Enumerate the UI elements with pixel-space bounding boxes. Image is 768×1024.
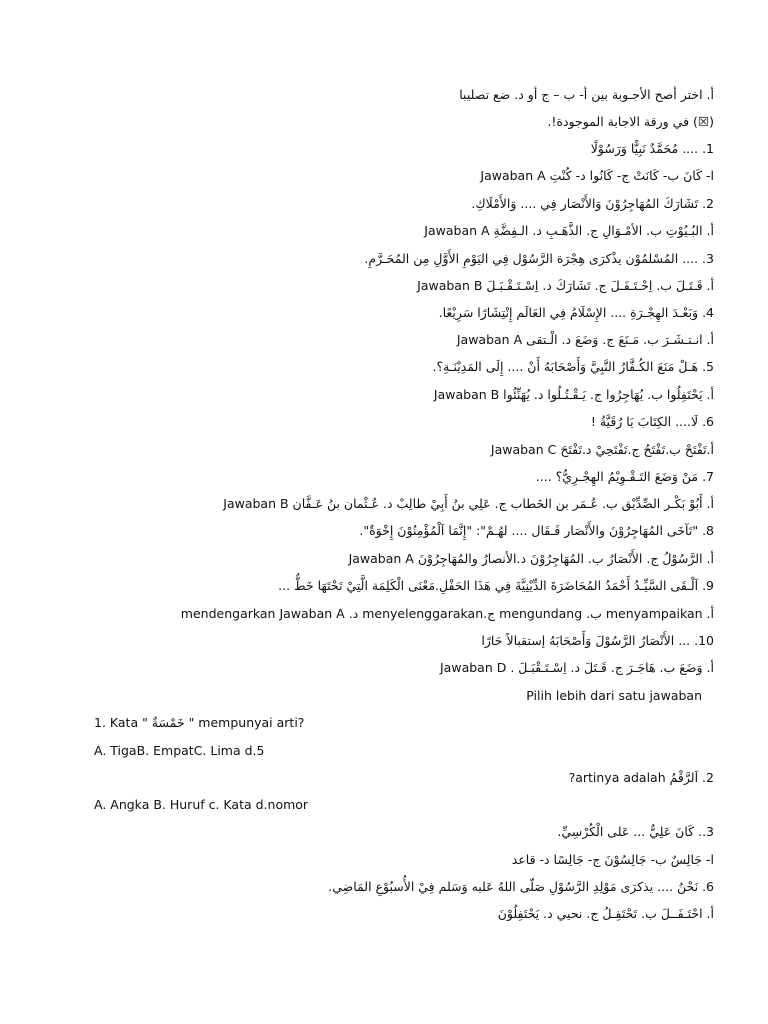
question-9: 9. اَلْـقَى السَّيِّـدُ أَحْمَدُ المُحَاضَرَةَ الدِّيْنِيَّةَ فِي هَذَا الحَفْلِ.مَعْنَى الْكَلِمَة الَّتِيْ تَحْتَهَا خَطٌّ ... <box>278 578 714 593</box>
answer-2: أ. البُـيُوْتِ ب. الأمْـوَالِ ج. الذَّهَـبِ د. الـفِضَّةِ Jawaban A <box>424 223 714 238</box>
multi-options-3: ا- جَالِسٌ ب- جَالِسُوْنَ ج- جَالِسًا د- قاعد <box>511 852 714 867</box>
question-5: 5. هَـلْ مَنَعَ الكُـفَّارُ النَّبِيَّ وَأَصْحَابَهُ أَنْ .... إِلَى المَدِيْنَـةِ؟. <box>432 359 714 374</box>
multi-question-3: 3.. كَانَ عَلِيٌّ ... عَلى الْكُرْسِيِّ. <box>557 824 714 839</box>
question-7: 7. مَنْ وَضَعَ التَـقْـوِيْمُ الهِجْـرِيُّ؟ .... <box>535 469 714 484</box>
question-8: 8. "تَآخَى المُهَاجِرُوْنَ والأَنْصَار فَـقَال .... لهُـمْ": "إِنَّمَا اَلْمُؤْمِنُوْنَ إِخْوَةٌ". <box>359 523 714 538</box>
question-4: 4. وَبَعْـدَ الهِجْـرَةِ .... الإِسْلَامُ فِي العَالَم إِنْتِشَارًا سَرِيْعًا. <box>438 305 714 320</box>
answer-1: ا- كَانَ ب- كَانَتْ ج- كَانُوا د- كُنْتِ Jawaban A <box>480 168 714 183</box>
question-2: 2. تَشَارَكَ المُهَاجِرُوْنَ وَالأَنْصَار فِي .... وَالأَمْلَاكِ. <box>471 196 714 211</box>
multi-options-2: A. Angka B. Huruf c. Kata d.nomor <box>94 797 309 812</box>
multi-options-6: أ. احْتَـفَــلَ ب. تَحْتَفِـلُ ج. نحيي د. يَحْتَفِلُوْنَ <box>497 906 714 921</box>
section-heading: Pilih lebih dari satu jawaban <box>526 688 702 703</box>
multi-question-6: 6. نَحْنُ .... يذكرَى مَوْلِدِ الرَّسُوْلِ صَلّى اللهُ عَليه وَسَلم فِيْ الأُسبُوْعِ المَاضِي. <box>328 879 714 894</box>
answer-8: أ. الرَّسُوْلُ ج. الأَنْصَارُ ب. المُهَاجِرُوْنَ د.الأنصارُ والمُهَاجِرُوْنَ Jawaban A <box>348 551 714 566</box>
answer-5: أ. يَحْتَفِلُوا ب. يُهَاجِرُوا ج. يَـقْـتُـلُوا د. يُهَنِّئُوا Jawaban B <box>433 387 714 402</box>
answer-6: أ.تَفْتَحْ ب.تَفْتَحُ ج.تَفْتَحِيْ د.تَفْتَحَ Jawaban C <box>490 442 714 457</box>
multi-question-1: 1. Kata " خَمْسَةٌ " mempunyai arti? <box>94 715 305 730</box>
question-10: 10. ... الأَنْصَارُ الرَّسُوْلَ وَأَصْحَابَهُ إستقبالاً حَارًا <box>481 633 714 648</box>
answer-3: أ. قَـتَـلَ ب. اِحْـتَـفَـلَ ج. تَشَارَكَ د. اِسْـتَـقْـبَـلَ Jawaban B <box>417 278 714 293</box>
answer-10: أ. وَضَعَ ب. هَاجَـرَ ج. قَـتَلَ د. اِسْـتَـقْبَـلَ . Jawaban D <box>440 660 714 675</box>
question-1: 1. .... مُحَمَّدٌ نَبِيًّا وَرَسُوْلًا <box>590 141 714 156</box>
question-3: 3. .... المُسْلمُوْن يذْكرَى هِجْرَة الرَّسُوْل فِي اليَوْمِ الأَوَّلِ مِن المُحَـرَّمِ. <box>364 251 714 266</box>
question-6: 6. لَا.... الكِتَابَ يَا رُقَيَّةُ ! <box>590 414 714 429</box>
multi-options-1: A. TigaB. EmpatC. Lima d.5 <box>94 743 265 758</box>
answer-9: أ. menyampaikan ب. mengundang ج.menyelenggarakan د. mendengarkan Jawaban A <box>180 606 714 621</box>
instruction-line-1: أ. اختر أصح الأجـوبة بين أ- ب – ج أو د. ضع تصليبا <box>459 87 714 102</box>
multi-question-2: 2. اَلرَّقْمُ artinya adalah? <box>568 770 714 785</box>
answer-7: أ. أَبُوْ بَكْـر الصِّدِّيْق ب. عُـمَر بن الخَطاب ج. عَلِي بنُ أَبِيْ طالِبْ د. عُـثْمان بنُ عَـفَّان Jawaban B <box>223 496 714 511</box>
instruction-line-2: (☒) في ورقة الاجابة الموجودة!. <box>547 114 714 129</box>
answer-4: أ. انـتـشَـرَ ب. مَـنَعَ ج. وَضَعَ د. الْـتقى Jawaban A <box>456 332 714 347</box>
